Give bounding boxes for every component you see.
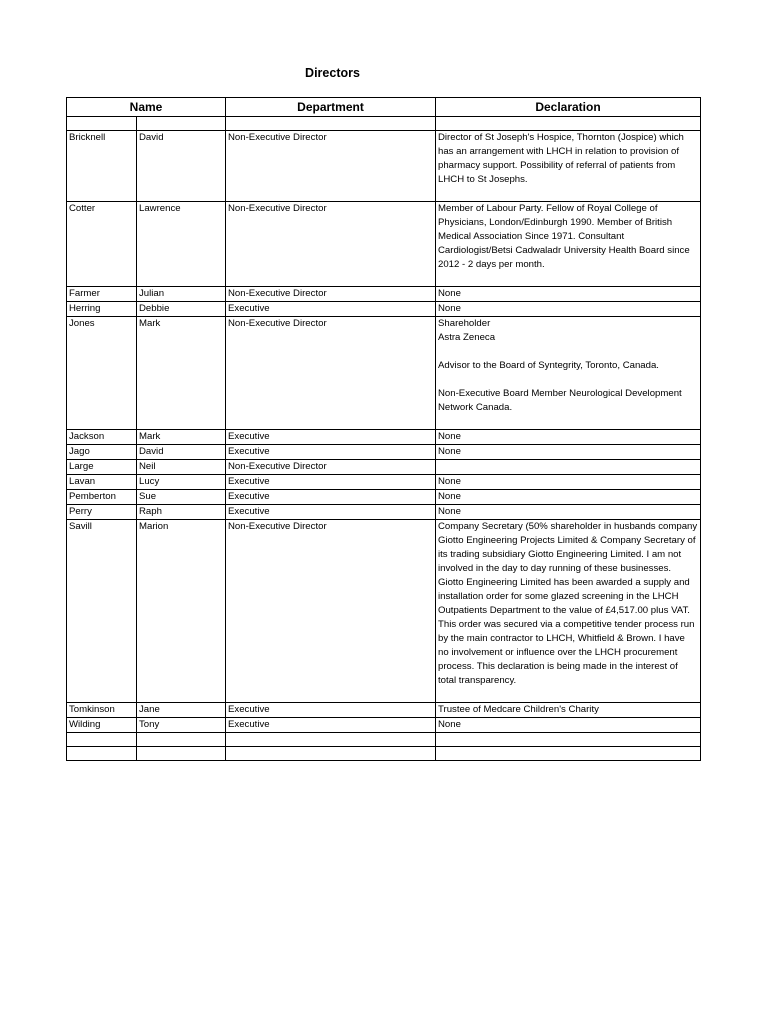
- cell-declaration: [436, 718, 701, 733]
- cell-forename: David: [137, 445, 226, 460]
- cell-forename: Debbie: [137, 302, 226, 317]
- cell-declaration: [436, 202, 701, 287]
- declaration-paragraph: None: [438, 491, 461, 502]
- cell-declaration: [436, 520, 701, 703]
- blank-cell: [67, 747, 137, 761]
- cell-department: Non-Executive Director: [226, 317, 436, 430]
- table-row: [67, 703, 701, 718]
- cell-department: Non-Executive Director: [226, 202, 436, 287]
- declaration-paragraph: Non-Executive Board Member Neurological Development Network Canada.: [438, 388, 682, 413]
- cell-surname: Bricknell: [67, 131, 137, 202]
- cell-forename: Mark: [137, 430, 226, 445]
- cell-declaration: [436, 317, 701, 430]
- blank-cell: [137, 733, 226, 747]
- cell-declaration: [436, 302, 701, 317]
- cell-declaration: [436, 505, 701, 520]
- blank-cell: [436, 747, 701, 761]
- cell-department: Executive: [226, 490, 436, 505]
- cell-declaration: [436, 445, 701, 460]
- cell-declaration: [436, 430, 701, 445]
- table-row: [67, 317, 701, 430]
- cell-department: Executive: [226, 430, 436, 445]
- table-row: [67, 490, 701, 505]
- table-body: [67, 131, 701, 761]
- cell-surname: Tomkinson: [67, 703, 137, 718]
- table-row: [67, 460, 701, 475]
- cell-department: Non-Executive Director: [226, 287, 436, 302]
- cell-declaration: [436, 287, 701, 302]
- cell-surname: Perry: [67, 505, 137, 520]
- directors-table: [66, 97, 701, 761]
- header-name: Name: [67, 98, 226, 117]
- table-row: [67, 718, 701, 733]
- cell-department: Executive: [226, 445, 436, 460]
- header-department: Department: [226, 98, 436, 117]
- table-row: [67, 202, 701, 287]
- cell-department: Non-Executive Director: [226, 520, 436, 703]
- cell-forename: David: [137, 131, 226, 202]
- blank-cell: [67, 733, 137, 747]
- cell-department: Executive: [226, 475, 436, 490]
- cell-declaration: [436, 475, 701, 490]
- blank-cell: [436, 733, 701, 747]
- declaration-paragraph: None: [438, 303, 461, 314]
- cell-forename: Raph: [137, 505, 226, 520]
- cell-department: Non-Executive Director: [226, 460, 436, 475]
- cell-forename: Sue: [137, 490, 226, 505]
- table-row: [67, 287, 701, 302]
- table-row: [67, 302, 701, 317]
- blank-cell: [226, 747, 436, 761]
- blank-row: [67, 747, 701, 761]
- blank-cell: [226, 733, 436, 747]
- declaration-paragraph: None: [438, 476, 461, 487]
- table-row: [67, 520, 701, 703]
- table-row: [67, 475, 701, 490]
- cell-forename: Neil: [137, 460, 226, 475]
- page-title: Directors: [305, 66, 360, 80]
- cell-surname: Wilding: [67, 718, 137, 733]
- cell-surname: Savill: [67, 520, 137, 703]
- cell-forename: Marion: [137, 520, 226, 703]
- cell-surname: Lavan: [67, 475, 137, 490]
- cell-surname: Large: [67, 460, 137, 475]
- cell-department: Executive: [226, 302, 436, 317]
- header-row: [67, 98, 701, 117]
- cell-declaration: [436, 131, 701, 202]
- declaration-paragraph: Company Secretary (50% shareholder in husbands company Giotto Engineering Projects Limited & Company Secretary of its trading subsidiary Giotto Engineering Limited. I am not involved in the day to day running of these businesses. Giotto Engineering Limited has been awarded a supply and installation order for some glazed screening in the LHCH Outpatients Department to the value of £4,517.00 plus VAT. This order was secured via a competitive tender process run by the main contractor to LHCH, Whitfield & Brown. I have no involvement or influence over the LHCH procurement process. This declaration is being made in the interest of total transparency.: [438, 521, 698, 686]
- declaration-paragraph: Shareholder Astra Zeneca: [438, 318, 496, 343]
- cell-department: Executive: [226, 505, 436, 520]
- declaration-paragraph: None: [438, 506, 461, 517]
- declaration-paragraph: None: [438, 719, 461, 730]
- declaration-paragraph: Director of St Joseph's Hospice, Thornton (Jospice) which has an arrangement with LHCH in relation to provision of pharmacy support. Possibility of referral of patients from LHCH to St Josephs.: [438, 132, 684, 185]
- cell-surname: Pemberton: [67, 490, 137, 505]
- blank-cell: [137, 747, 226, 761]
- cell-surname: Herring: [67, 302, 137, 317]
- cell-forename: Lucy: [137, 475, 226, 490]
- table-row: [67, 430, 701, 445]
- cell-declaration: [436, 703, 701, 718]
- declaration-paragraph: Trustee of Medcare Children's Charity: [438, 704, 599, 715]
- cell-forename: Tony: [137, 718, 226, 733]
- cell-declaration: [436, 490, 701, 505]
- table-row: [67, 445, 701, 460]
- spacer-row: [67, 117, 701, 131]
- header-declaration: Declaration: [436, 98, 701, 117]
- cell-surname: Jones: [67, 317, 137, 430]
- cell-surname: Cotter: [67, 202, 137, 287]
- declaration-paragraph: None: [438, 446, 461, 457]
- cell-surname: Jago: [67, 445, 137, 460]
- declaration-paragraph: Member of Labour Party. Fellow of Royal College of Physicians, London/Edinburgh 1990. Member of British Medical Association Since 1971. Consultant Cardiologist/Betsi Cadwaladr University Health Board since 2012 - 2 days per month.: [438, 203, 690, 270]
- cell-forename: Mark: [137, 317, 226, 430]
- cell-department: Non-Executive Director: [226, 131, 436, 202]
- cell-surname: Jackson: [67, 430, 137, 445]
- cell-department: Executive: [226, 718, 436, 733]
- cell-forename: Julian: [137, 287, 226, 302]
- declaration-paragraph: None: [438, 288, 461, 299]
- cell-declaration: [436, 460, 701, 475]
- table-row: [67, 131, 701, 202]
- cell-forename: Jane: [137, 703, 226, 718]
- cell-forename: Lawrence: [137, 202, 226, 287]
- declaration-paragraph: None: [438, 431, 461, 442]
- cell-department: Executive: [226, 703, 436, 718]
- cell-surname: Farmer: [67, 287, 137, 302]
- blank-row: [67, 733, 701, 747]
- declaration-paragraph: Advisor to the Board of Syntegrity, Toronto, Canada.: [438, 360, 659, 371]
- table-row: [67, 505, 701, 520]
